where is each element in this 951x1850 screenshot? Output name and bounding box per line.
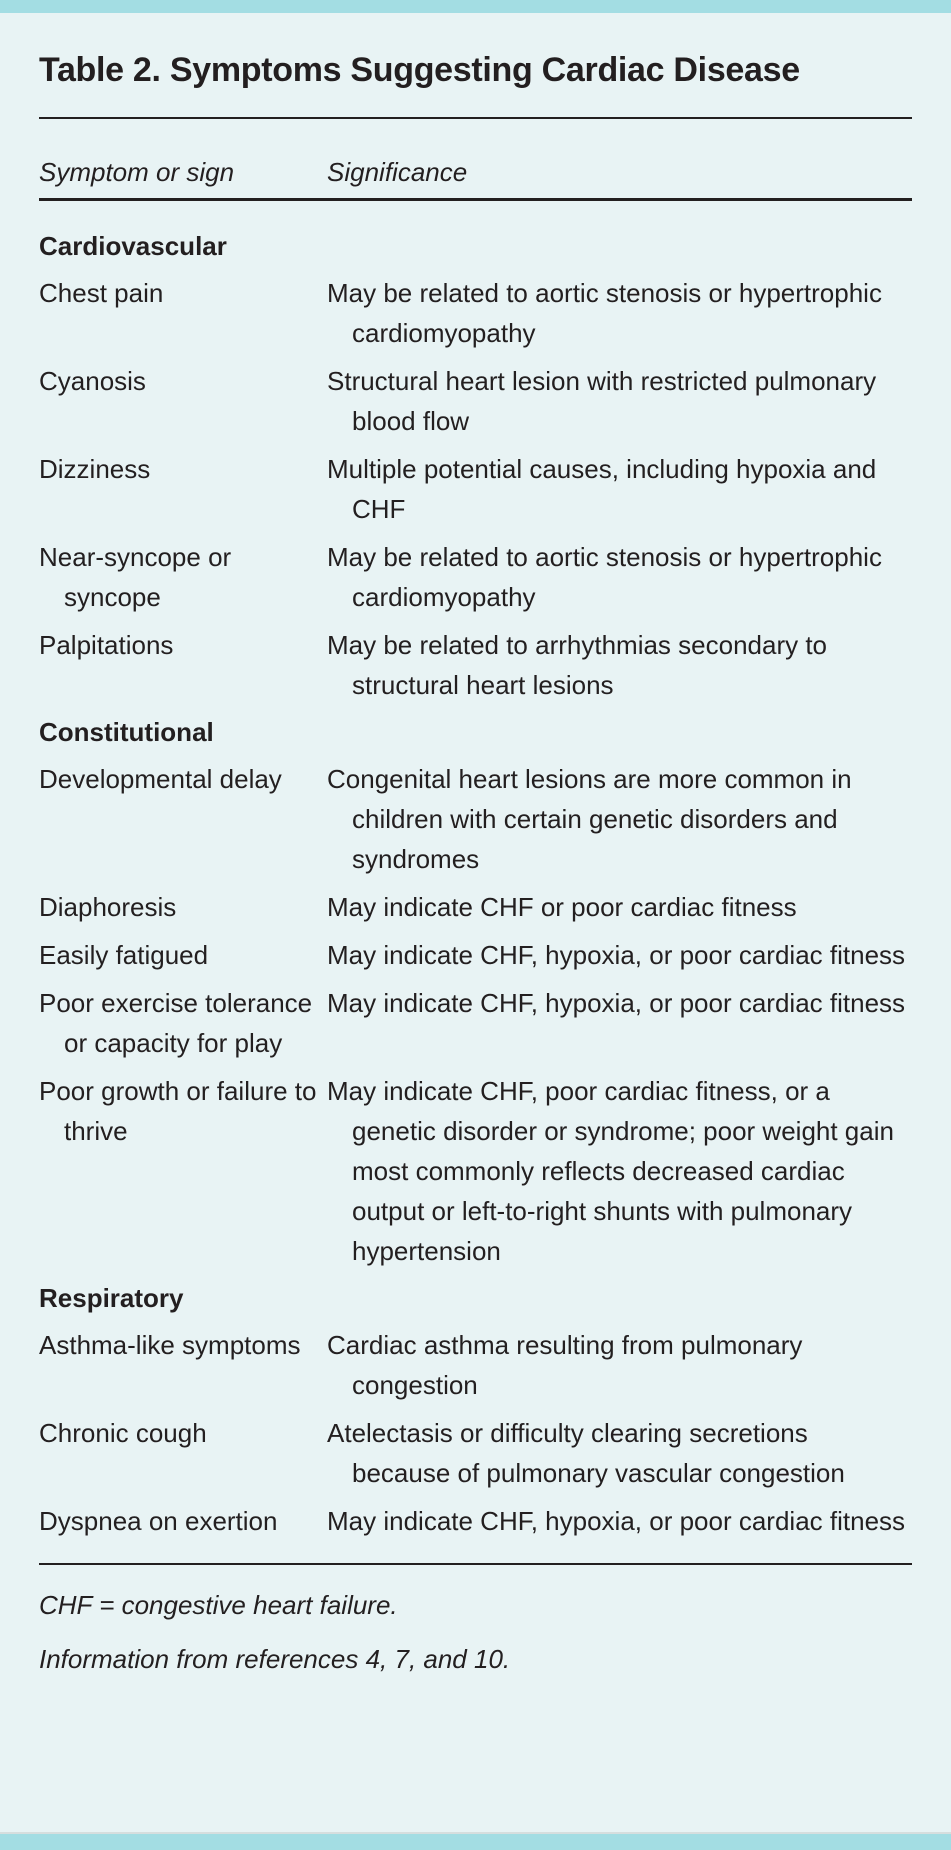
- table-container: [39, 48, 912, 1679]
- symptom-cell: Dyspnea on exertion: [39, 1506, 278, 1536]
- significance-cell: May be related to aortic stenosis or hypertrophic cardiomyopathy: [327, 542, 882, 612]
- symptom-cell: Asthma-like symptoms: [39, 1330, 301, 1360]
- significance-cell: May be related to aortic stenosis or hypertrophic cardiomyopathy: [327, 278, 882, 348]
- symptom-cell: Chronic cough: [39, 1418, 207, 1448]
- footnote-abbreviation: CHF = congestive heart failure.: [39, 1590, 398, 1620]
- table-body: [39, 226, 912, 1541]
- significance-cell: May be related to arrhythmias secondary to structural heart lesions: [327, 630, 828, 700]
- symptom-cell: Poor exercise tolerance or capacity for play: [39, 988, 313, 1058]
- table-row: [39, 1071, 912, 1271]
- table-row: [39, 361, 912, 441]
- significance-cell: May indicate CHF, poor cardiac fitness, or a genetic disorder or syndrome; poor weight gain most commonly reflects decreased cardiac output or left-to-right shunts with pulmonary hypertension: [327, 1076, 894, 1266]
- table-row: [39, 887, 912, 927]
- column-header-significance: Significance: [327, 157, 468, 187]
- significance-cell: May indicate CHF, hypoxia, or poor cardiac fitness: [327, 940, 906, 970]
- symptom-cell: Chest pain: [39, 278, 164, 308]
- section-heading: Cardiovascular: [39, 231, 227, 261]
- table-row: [39, 1325, 912, 1405]
- symptom-cell: Developmental delay: [39, 764, 282, 794]
- bottom-border-band: [0, 1832, 951, 1850]
- significance-cell: Structural heart lesion with restricted pulmonary blood flow: [327, 366, 877, 436]
- symptom-cell: Near-syncope or syncope: [39, 542, 232, 612]
- table-bottom-divider: [39, 1563, 912, 1565]
- table-title: Table 2. Symptoms Suggesting Cardiac Disease: [39, 51, 800, 89]
- table-row: [39, 759, 912, 879]
- table-row: [39, 1501, 912, 1541]
- symptom-cell: Cyanosis: [39, 366, 146, 396]
- table-row: [39, 537, 912, 617]
- symptom-cell: Palpitations: [39, 630, 174, 660]
- footnote-references: Information from references 4, 7, and 10.: [39, 1644, 511, 1674]
- table-row: [39, 1413, 912, 1493]
- symptom-cell: Dizziness: [39, 454, 151, 484]
- table-header: [39, 152, 912, 192]
- table-row: [39, 983, 912, 1063]
- significance-cell: Cardiac asthma resulting from pulmonary congestion: [327, 1330, 803, 1400]
- symptom-cell: Diaphoresis: [39, 892, 177, 922]
- symptom-cell: Easily fatigued: [39, 940, 209, 970]
- significance-cell: May indicate CHF, hypoxia, or poor cardiac fitness: [327, 1506, 906, 1536]
- title-divider: [39, 117, 912, 119]
- top-border-band: [0, 0, 951, 13]
- significance-cell: Atelectasis or difficulty clearing secretions because of pulmonary vascular congestion: [327, 1418, 845, 1488]
- significance-cell: May indicate CHF or poor cardiac fitness: [327, 892, 797, 922]
- header-divider: [39, 198, 912, 201]
- significance-cell: Congenital heart lesions are more common in children with certain genetic disorders and syndromes: [327, 764, 852, 874]
- significance-cell: May indicate CHF, hypoxia, or poor cardiac fitness: [327, 988, 906, 1018]
- table-row: [39, 625, 912, 705]
- section-heading: Constitutional: [39, 717, 214, 747]
- column-header-symptom: Symptom or sign: [39, 157, 235, 187]
- section-heading: Respiratory: [39, 1283, 184, 1313]
- symptom-cell: Poor growth or failure to thrive: [39, 1076, 317, 1146]
- significance-cell: Multiple potential causes, including hypoxia and CHF: [327, 454, 877, 524]
- table-row: [39, 273, 912, 353]
- table-row: [39, 935, 912, 975]
- table-row: [39, 449, 912, 529]
